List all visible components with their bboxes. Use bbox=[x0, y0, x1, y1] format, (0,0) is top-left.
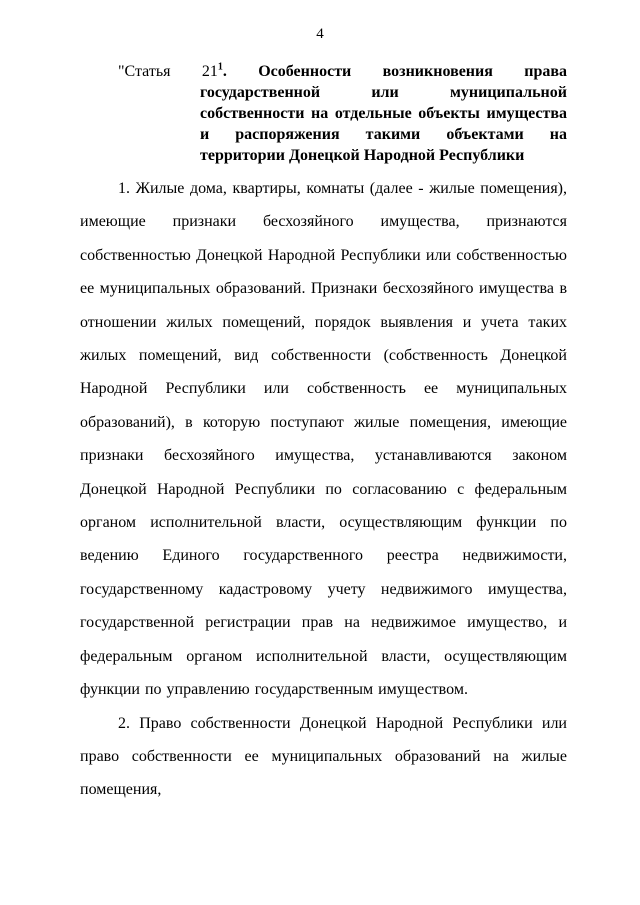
paragraph-2: 2. Право собственности Донецкой Народной Республики или право собственности ее муниципальных образований на жилые помещения, bbox=[80, 714, 567, 799]
article-heading bbox=[118, 61, 568, 166]
article-heading-rest: . Особенности возникновения права государственной или муниципальной собственности на отдельные объекты имущества и распоряжения такими объектами на территории Донецкой Народной Республики bbox=[200, 63, 568, 164]
paragraph-1: 1. Жилые дома, квартиры, комнаты (далее - жилые помещения), имеющие признаки бесхозяйного имущества, признаются собственностью Донецкой Народной Республики или собственностью ее муниципальных образований. Признаки бесхозяйного имущества в отношении жилых помещений, порядок выявления и учета таких жилых помещений, вид собственности (собственность Донецкой Народной Республики или собственность ее муниципальных образований), в которую поступают жилые помещения, имеющие признаки бесхозяйного имущества, устанавливаются законом Донецкой Народной Республики по согласованию с федеральным органом исполнительной власти, осуществляющим функции по ведению Единого государственного реестра недвижимости, государственному кадастровому учету недвижимого имущества, государственной регистрации прав на недвижимое имущество, и федеральным органом исполнительной власти, осуществляющим функции по управлению государственным имуществом. bbox=[80, 180, 567, 699]
article-heading-prefix: "Статья 21 bbox=[118, 63, 218, 80]
article-heading-superscript: 1 bbox=[217, 61, 223, 73]
article-body bbox=[80, 172, 567, 807]
page-number: 4 bbox=[316, 26, 324, 42]
